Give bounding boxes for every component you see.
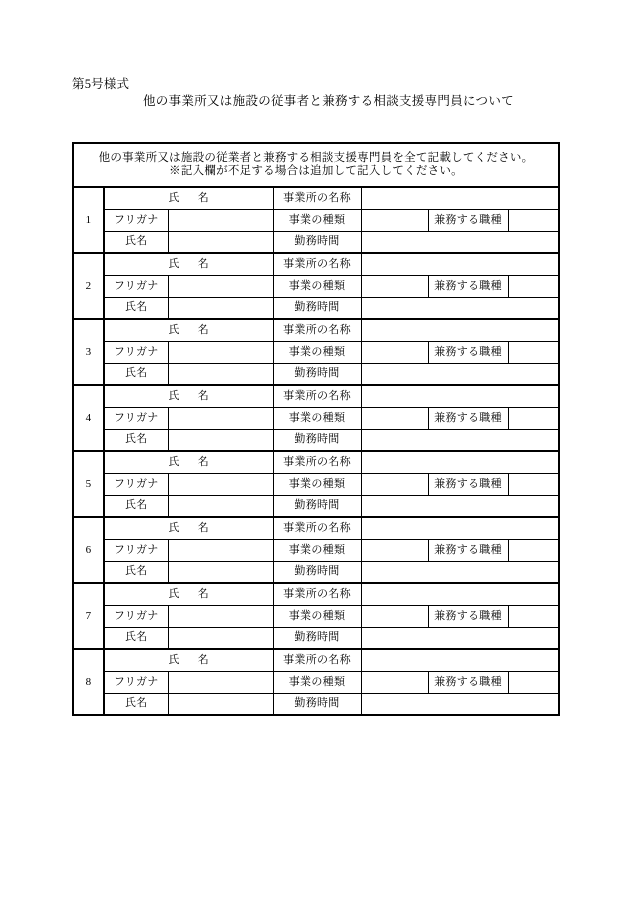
furigana-label: フリガナ [104,275,168,297]
instruction-line-1: 他の事業所又は施設の従業者と兼務する相談支援専門員を全て記載してください。 [98,151,534,164]
name-header-first: 氏 [168,191,180,204]
name-header-second: 名 [197,521,210,534]
name-header-label [104,253,273,275]
row-number: 5 [73,451,104,517]
furigana-label: フリガナ [104,473,168,495]
instruction-cell [73,143,559,187]
working-hours-field[interactable] [361,627,559,649]
furigana-field[interactable] [168,473,273,495]
working-hours-field[interactable] [361,495,559,517]
name-header-first: 氏 [168,257,180,270]
table-row [73,385,559,407]
furigana-label: フリガナ [104,671,168,693]
table-row [73,517,559,539]
table-body [73,143,559,715]
name-header-second: 名 [197,587,210,600]
working-hours-field[interactable] [361,429,559,451]
table-row [73,363,559,385]
business-type-field[interactable] [361,671,428,693]
name-header-second: 名 [197,323,210,336]
table-row [73,319,559,341]
furigana-label: フリガナ [104,539,168,561]
working-hours-field[interactable] [361,297,559,319]
concurrent-job-type-label: 兼務する職種 [428,407,508,429]
row-number: 1 [73,187,104,253]
name-header-label [104,319,273,341]
name-header-label [104,583,273,605]
concurrent-job-type-label: 兼務する職種 [428,473,508,495]
page-title: 他の事業所又は施設の従事者と兼務する相談支援専門員について [143,94,514,108]
name-header-second: 名 [197,191,210,204]
row-number: 2 [73,253,104,319]
name-label: 氏名 [104,429,168,451]
business-type-label: 事業の種類 [273,341,361,363]
concurrent-job-type-field[interactable] [508,671,559,693]
staff-concurrent-duty-table [72,142,560,716]
working-hours-label: 勤務時間 [273,627,361,649]
table-row [73,539,559,561]
row-number: 7 [73,583,104,649]
office-name-label: 事業所の名称 [273,451,361,473]
office-name-field[interactable] [361,451,559,473]
working-hours-label: 勤務時間 [273,363,361,385]
table-row [73,671,559,693]
name-header-label [104,517,273,539]
business-type-label: 事業の種類 [273,473,361,495]
furigana-label: フリガナ [104,341,168,363]
office-name-field[interactable] [361,517,559,539]
table-row [73,231,559,253]
concurrent-job-type-field[interactable] [508,275,559,297]
office-name-label: 事業所の名称 [273,583,361,605]
working-hours-label: 勤務時間 [273,495,361,517]
row-number: 8 [73,649,104,715]
name-label: 氏名 [104,561,168,583]
working-hours-field[interactable] [361,561,559,583]
working-hours-label: 勤務時間 [273,297,361,319]
office-name-label: 事業所の名称 [273,385,361,407]
working-hours-field[interactable] [361,693,559,715]
name-label: 氏名 [104,231,168,253]
working-hours-label: 勤務時間 [273,429,361,451]
working-hours-label: 勤務時間 [273,693,361,715]
name-field[interactable] [168,429,273,451]
working-hours-label: 勤務時間 [273,231,361,253]
furigana-field[interactable] [168,605,273,627]
table-row [73,561,559,583]
concurrent-job-type-field[interactable] [508,605,559,627]
business-type-field[interactable] [361,209,428,231]
office-name-label: 事業所の名称 [273,319,361,341]
concurrent-job-type-field[interactable] [508,473,559,495]
office-name-label: 事業所の名称 [273,253,361,275]
table-row [73,495,559,517]
name-header-first: 氏 [168,521,180,534]
business-type-label: 事業の種類 [273,209,361,231]
office-name-field[interactable] [361,583,559,605]
furigana-field[interactable] [168,539,273,561]
instruction-row [73,143,559,187]
business-type-label: 事業の種類 [273,275,361,297]
name-header-label [104,451,273,473]
row-number: 6 [73,517,104,583]
concurrent-job-type-field[interactable] [508,209,559,231]
office-name-field[interactable] [361,253,559,275]
name-header-second: 名 [197,389,210,402]
office-name-field[interactable] [361,187,559,209]
name-label: 氏名 [104,627,168,649]
furigana-field[interactable] [168,671,273,693]
name-header-label [104,187,273,209]
name-field[interactable] [168,297,273,319]
working-hours-label: 勤務時間 [273,561,361,583]
office-name-label: 事業所の名称 [273,187,361,209]
table-row [73,649,559,671]
furigana-label: フリガナ [104,209,168,231]
business-type-label: 事業の種類 [273,539,361,561]
concurrent-job-type-label: 兼務する職種 [428,341,508,363]
table-row [73,605,559,627]
name-header-first: 氏 [168,455,180,468]
row-number: 4 [73,385,104,451]
furigana-field[interactable] [168,341,273,363]
name-header-second: 名 [197,455,210,468]
table-row [73,693,559,715]
table-row [73,627,559,649]
table-row [73,209,559,231]
name-header-first: 氏 [168,389,180,402]
concurrent-job-type-label: 兼務する職種 [428,209,508,231]
furigana-field[interactable] [168,275,273,297]
table-row [73,407,559,429]
concurrent-job-type-label: 兼務する職種 [428,275,508,297]
furigana-field[interactable] [168,209,273,231]
concurrent-job-type-label: 兼務する職種 [428,605,508,627]
office-name-field[interactable] [361,319,559,341]
name-field[interactable] [168,693,273,715]
furigana-label: フリガナ [104,605,168,627]
business-type-field[interactable] [361,473,428,495]
name-label: 氏名 [104,693,168,715]
name-header-first: 氏 [168,653,180,666]
name-field[interactable] [168,363,273,385]
table-row [73,451,559,473]
business-type-field[interactable] [361,539,428,561]
concurrent-job-type-field[interactable] [508,407,559,429]
name-field[interactable] [168,561,273,583]
business-type-label: 事業の種類 [273,407,361,429]
name-field[interactable] [168,495,273,517]
furigana-label: フリガナ [104,407,168,429]
office-name-field[interactable] [361,385,559,407]
name-field[interactable] [168,627,273,649]
table-row [73,275,559,297]
office-name-label: 事業所の名称 [273,517,361,539]
concurrent-job-type-label: 兼務する職種 [428,671,508,693]
table-row [73,253,559,275]
table-row [73,297,559,319]
furigana-field[interactable] [168,407,273,429]
business-type-field[interactable] [361,605,428,627]
name-header-second: 名 [197,257,210,270]
instruction-line-2: ※記入欄が不足する場合は追加して記入してください。 [169,164,463,177]
name-header-first: 氏 [168,587,180,600]
name-field[interactable] [168,231,273,253]
working-hours-field[interactable] [361,363,559,385]
name-header-label [104,385,273,407]
name-header-first: 氏 [168,323,180,336]
business-type-field[interactable] [361,407,428,429]
table-row [73,341,559,363]
office-name-field[interactable] [361,649,559,671]
concurrent-job-type-label: 兼務する職種 [428,539,508,561]
name-header-second: 名 [197,653,210,666]
business-type-label: 事業の種類 [273,605,361,627]
name-label: 氏名 [104,297,168,319]
concurrent-job-type-field[interactable] [508,341,559,363]
row-number: 3 [73,319,104,385]
table-row [73,473,559,495]
table-row [73,583,559,605]
table-row [73,429,559,451]
business-type-label: 事業の種類 [273,671,361,693]
name-header-label [104,649,273,671]
name-label: 氏名 [104,495,168,517]
business-type-field[interactable] [361,341,428,363]
concurrent-job-type-field[interactable] [508,539,559,561]
working-hours-field[interactable] [361,231,559,253]
office-name-label: 事業所の名称 [273,649,361,671]
business-type-field[interactable] [361,275,428,297]
table-row [73,187,559,209]
name-label: 氏名 [104,363,168,385]
form-code: 第5号様式 [72,77,130,91]
